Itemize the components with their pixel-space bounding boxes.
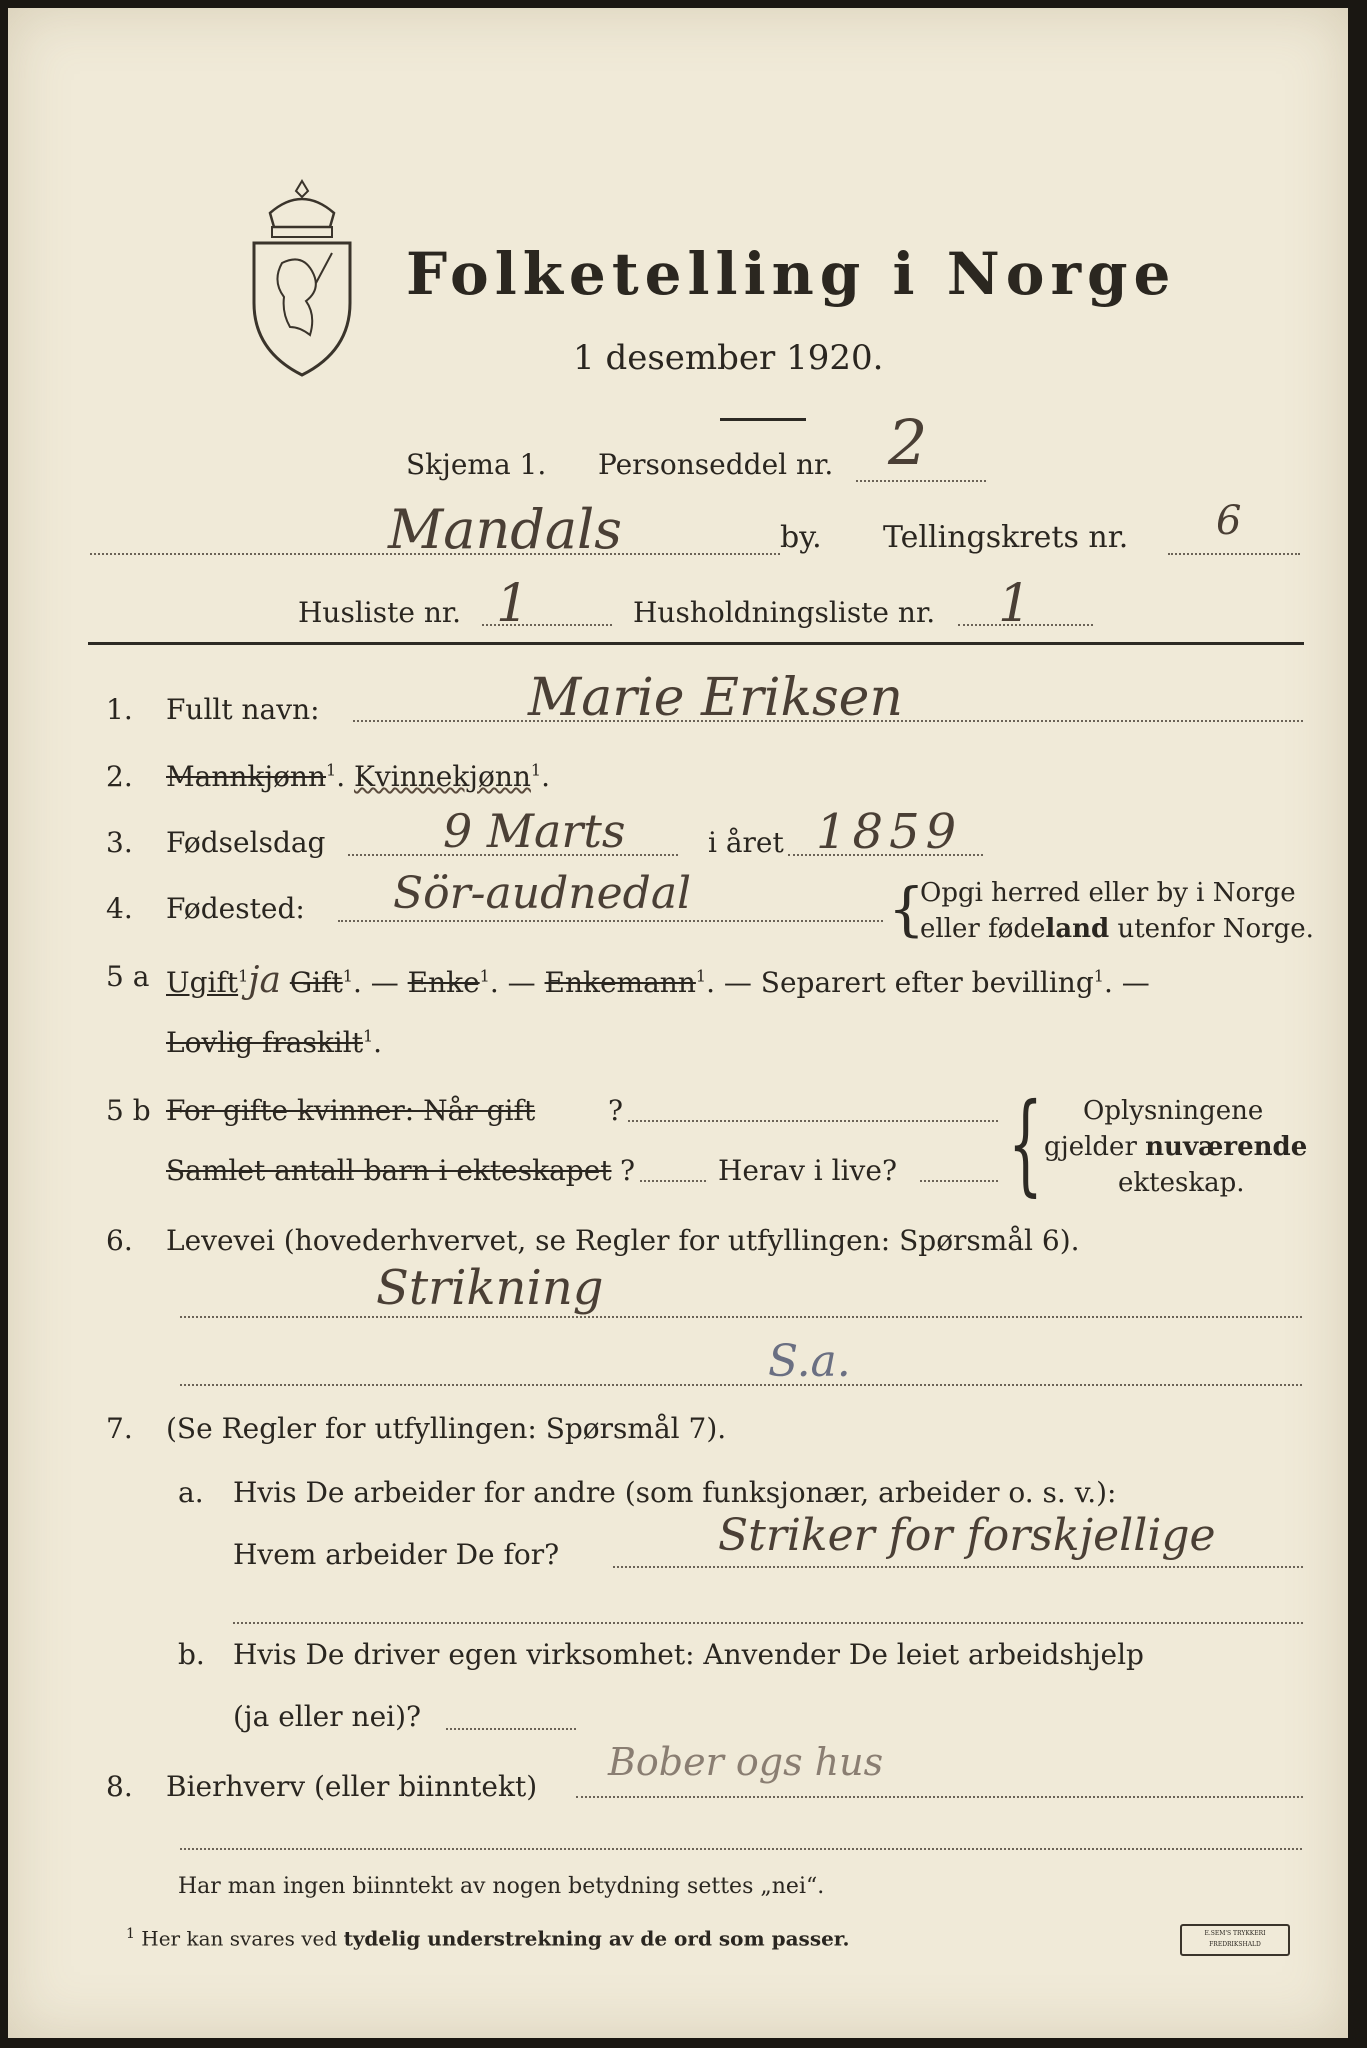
q8-line — [576, 1796, 1303, 1798]
q8-value[interactable]: Bober ogs hus — [608, 1740, 884, 1784]
q5a-sup-6: 1 — [362, 1026, 374, 1046]
printer-stamp-text: E.SEM'S TRYKKERI FREDRIKSHALD — [1204, 1930, 1266, 1948]
q5b-qmark-1: ? — [608, 1094, 624, 1127]
q7b-line1: Hvis De driver egen virksomhet: Anvender De leiet arbeidshjelp — [233, 1638, 1144, 1671]
header-rule — [88, 642, 1304, 645]
q5b-alive-line — [920, 1180, 998, 1182]
q7a-line — [613, 1566, 1303, 1568]
by-value[interactable]: Mandals — [388, 498, 623, 561]
footnote-number: 1 — [126, 1926, 135, 1942]
printer-stamp — [1180, 1924, 1290, 1956]
q2-options — [166, 760, 550, 793]
q3-year-label: i året — [708, 826, 784, 859]
q5b-brace: { — [1008, 1079, 1043, 1207]
q2-male-option[interactable]: Mannkjønn — [166, 760, 327, 793]
q6-label: Levevei (hovederhvervet, se Regler for utfyllingen: Spørsmål 6). — [166, 1224, 1080, 1257]
by-label: by. — [780, 520, 822, 555]
q5b-note-3: ekteskap. — [1118, 1168, 1245, 1198]
q6-occupation-value[interactable]: Strikning — [376, 1260, 604, 1316]
husliste-label: Husliste nr. — [298, 596, 462, 629]
personseddel-label: Personseddel nr. — [598, 448, 834, 481]
q5b-married-question: For gifte kvinner: Når gift — [166, 1094, 536, 1127]
census-date: 1 desember 1920. — [573, 338, 884, 378]
q5b-number: 5 b — [106, 1094, 151, 1127]
norway-coat-of-arms — [246, 173, 358, 378]
q5b-note-2a: gjelder — [1044, 1132, 1146, 1162]
q2-number: 2. — [106, 760, 133, 793]
q5b-note-1: Oplysningene — [1083, 1096, 1264, 1126]
husholdning-label: Husholdningsliste nr. — [633, 596, 936, 629]
q6-line-1 — [180, 1316, 1302, 1318]
q8-line-2 — [180, 1848, 1302, 1850]
q3-label: Fødselsdag — [166, 826, 326, 859]
q4-line — [338, 920, 883, 922]
q5a-sup-3: 1 — [479, 966, 490, 986]
q7a-line-2 — [233, 1622, 1303, 1624]
census-form — [8, 8, 1348, 2038]
q5b-children-question: Samlet antall barn i ekteskapet — [166, 1154, 612, 1187]
q2-separator: . — [336, 760, 355, 793]
q4-number: 4. — [106, 892, 133, 925]
q1-label: Fullt navn: — [166, 693, 320, 726]
husholdning-value[interactable]: 1 — [998, 574, 1032, 634]
q5a-sup-4: 1 — [695, 966, 707, 986]
q6-number: 6. — [106, 1224, 133, 1257]
q5a-separert-option[interactable]: Separert efter bevilling — [760, 966, 1094, 999]
q5a-sup-2: 1 — [342, 966, 353, 986]
q3-year-value[interactable]: 1859 — [816, 804, 963, 860]
q5a-line2 — [166, 1026, 382, 1059]
q5a-dash-2: . — — [489, 966, 545, 999]
q4-note-b: land — [1045, 914, 1110, 944]
q4-note-line2 — [920, 914, 1314, 944]
q5a-dash-1: . — — [352, 966, 408, 999]
q1-number: 1. — [106, 693, 133, 726]
q4-note-a: eller føde — [920, 914, 1046, 944]
q7b-line2: (ja eller nei)? — [233, 1700, 422, 1733]
q4-label: Fødested: — [166, 892, 305, 925]
footnote-text-b: tydelig understrekning av de ord som passer. — [343, 1926, 850, 1951]
q6-mark: S.a. — [768, 1336, 851, 1387]
q2-sup: 1 — [326, 760, 337, 780]
q8-number: 8. — [106, 1770, 133, 1803]
q7a-line2: Hvem arbeider De for? — [233, 1538, 560, 1571]
q7b-line — [446, 1728, 576, 1730]
q5a-options — [166, 960, 1150, 1001]
q3-number: 3. — [106, 826, 133, 859]
q5a-dash-4: . — — [1103, 966, 1150, 999]
q5a-sup-1: 1 — [238, 966, 249, 986]
q7b-letter: b. — [178, 1638, 205, 1671]
q4-note-c: utenfor Norge. — [1109, 914, 1314, 944]
q5a-ugift-option[interactable]: Ugift — [166, 966, 239, 999]
q7a-letter: a. — [178, 1476, 204, 1509]
q7-number: 7. — [106, 1412, 133, 1445]
q5a-dash-3: . — — [706, 966, 761, 999]
form-title: Folketelling i Norge — [406, 240, 1177, 308]
footnote-text-a: Her kan svares ved — [141, 1926, 344, 1951]
q5b-qmark-2: ? — [620, 1154, 636, 1187]
footer-note: Har man ingen biinntekt av nogen betydning settes „nei“. — [178, 1874, 825, 1899]
husliste-value[interactable]: 1 — [496, 574, 530, 634]
tellingskrets-line — [1168, 553, 1300, 555]
q5a-sup-5: 1 — [1093, 966, 1104, 986]
q7-label: (Se Regler for utfyllingen: Spørsmål 7). — [166, 1412, 727, 1445]
q5a-gift-option[interactable]: Gift — [289, 966, 343, 999]
q4-brace: { — [888, 875, 925, 943]
q5b-note-2 — [1044, 1132, 1307, 1162]
q5a-enkemann-option[interactable]: Enkemann — [544, 966, 696, 999]
q4-note-line1: Opgi herred eller by i Norge — [920, 878, 1296, 908]
q5b-children-line — [640, 1180, 706, 1182]
q5b-alive-label: Herav i live? — [718, 1154, 897, 1187]
q5a-end: . — [373, 1026, 383, 1059]
q7a-employer-value[interactable]: Striker for forskjellige — [718, 1510, 1216, 1561]
q5a-fraskilt-option[interactable]: Lovlig fraskilt — [166, 1026, 363, 1059]
q8-label: Bierhverv (eller biinntekt) — [166, 1770, 538, 1803]
q5b-note-2b: nuværende — [1145, 1132, 1308, 1162]
q5a-number: 5 a — [106, 960, 150, 993]
personseddel-value[interactable]: 2 — [888, 406, 928, 479]
q6-line-2 — [180, 1384, 1302, 1386]
title-divider — [720, 418, 806, 421]
q5a-enke-option[interactable]: Enke — [407, 966, 480, 999]
schema-label: Skjema 1. — [406, 448, 547, 481]
q7a-line1: Hvis De arbeider for andre (som funksjonær, arbeider o. s. v.): — [233, 1476, 1117, 1509]
q2-female-option[interactable]: Kvinnekjønn — [354, 760, 531, 793]
tellingskrets-value[interactable]: 6 — [1216, 498, 1242, 544]
footnote — [126, 1926, 849, 1951]
q5b-married-line — [628, 1120, 998, 1122]
tellingskrets-label: Tellingskrets nr. — [883, 520, 1129, 555]
q3-day-value[interactable]: 9 Marts — [443, 804, 626, 858]
q1-name-value[interactable]: Marie Eriksen — [528, 668, 903, 728]
q4-birthplace-value[interactable]: Sör-audnedal — [393, 868, 692, 919]
q5a-ja-mark: ja — [248, 960, 281, 1001]
personseddel-line — [856, 480, 986, 482]
q2-sup-2: 1 — [530, 760, 542, 780]
q2-end: . — [541, 760, 551, 793]
